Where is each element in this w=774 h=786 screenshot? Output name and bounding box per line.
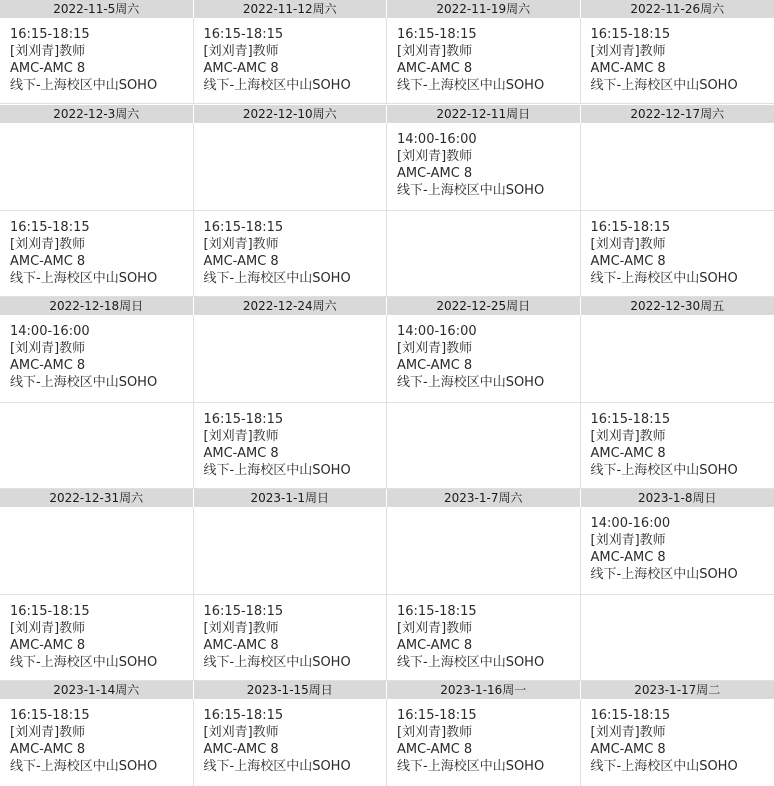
class-course: AMC-AMC 8 [397, 166, 473, 181]
class-time: 14:00-16:00 [397, 132, 477, 147]
class-teacher: [刘刈青]教师 [590, 725, 666, 740]
schedule-cell [387, 595, 581, 680]
schedule-cell-empty [581, 123, 774, 210]
date-header: 2022-12-3周六 [0, 105, 194, 123]
class-location: 线下-上海校区中山SOHO [590, 759, 738, 774]
schedule-cell [387, 18, 581, 103]
class-teacher: [刘刈青]教师 [10, 725, 86, 740]
schedule-cell-empty [387, 403, 581, 488]
schedule-cell [0, 699, 194, 786]
schedule-cell-empty [0, 123, 194, 210]
class-course: AMC-AMC 8 [397, 742, 473, 757]
schedule-cell [0, 211, 194, 296]
class-time: 16:15-18:15 [203, 27, 284, 42]
class-course: AMC-AMC 8 [203, 446, 279, 461]
date-header: 2022-12-11周日 [387, 105, 581, 123]
schedule-cell-empty [0, 507, 194, 594]
class-teacher: [刘刈青]教师 [203, 44, 279, 59]
date-header-row [0, 0, 774, 18]
class-time: 14:00-16:00 [10, 324, 90, 339]
class-teacher: [刘刈青]教师 [203, 237, 279, 252]
class-location: 线下-上海校区中山SOHO [397, 655, 545, 670]
schedule-cell [581, 403, 774, 488]
class-time: 16:15-18:15 [10, 604, 90, 619]
class-location: 线下-上海校区中山SOHO [203, 655, 351, 670]
date-header: 2022-12-18周日 [0, 297, 194, 315]
schedule-cell-empty [194, 507, 388, 594]
class-course: AMC-AMC 8 [10, 742, 86, 757]
class-course: AMC-AMC 8 [203, 254, 279, 269]
class-time: 16:15-18:15 [203, 708, 284, 723]
date-header: 2023-1-1周日 [194, 489, 388, 507]
class-teacher: [刘刈青]教师 [397, 149, 473, 164]
class-time: 16:15-18:15 [590, 708, 671, 723]
date-header: 2022-11-26周六 [630, 2, 725, 16]
class-teacher: [刘刈青]教师 [397, 44, 473, 59]
date-header: 2023-1-15周日 [194, 681, 388, 699]
class-location: 线下-上海校区中山SOHO [203, 463, 351, 478]
date-header: 2022-12-30周五 [630, 299, 725, 313]
date-header: 2022-12-25周日 [387, 297, 581, 315]
class-location: 线下-上海校区中山SOHO [590, 271, 738, 286]
slot-row [0, 315, 774, 403]
date-header: 2022-11-19周六 [387, 0, 581, 18]
slot-row [0, 123, 774, 211]
schedule-cell-empty [387, 507, 581, 594]
date-header: 2022-12-31周六 [0, 489, 194, 507]
schedule-cell [194, 403, 388, 488]
class-time: 16:15-18:15 [10, 220, 90, 235]
class-course: AMC-AMC 8 [397, 61, 473, 76]
class-teacher: [刘刈青]教师 [397, 341, 473, 356]
date-header-row [0, 297, 774, 315]
class-location: 线下-上海校区中山SOHO [10, 375, 158, 390]
class-course: AMC-AMC 8 [590, 550, 666, 565]
date-header-row [0, 489, 774, 507]
schedule-cell [581, 211, 774, 296]
date-header: 2022-12-10周六 [194, 105, 388, 123]
date-header: 2022-12-24周六 [194, 297, 388, 315]
class-time: 16:15-18:15 [590, 220, 671, 235]
date-header: 2022-11-5周六 [0, 0, 194, 18]
date-header: 2022-11-12周六 [194, 0, 388, 18]
schedule-cell [194, 211, 388, 296]
schedule-cell [387, 123, 581, 210]
class-location: 线下-上海校区中山SOHO [590, 463, 738, 478]
schedule-cell-empty [194, 123, 388, 210]
class-teacher: [刘刈青]教师 [10, 341, 86, 356]
date-header: 2023-1-7周六 [387, 489, 581, 507]
schedule-cell [581, 18, 774, 103]
class-teacher: [刘刈青]教师 [590, 44, 666, 59]
slot-row [0, 595, 774, 681]
class-course: AMC-AMC 8 [10, 61, 86, 76]
date-header-row [0, 681, 774, 699]
class-course: AMC-AMC 8 [397, 358, 473, 373]
class-course: AMC-AMC 8 [203, 742, 279, 757]
schedule-cell [0, 595, 194, 680]
schedule-cell-empty [194, 315, 388, 402]
date-header: 2023-1-17周二 [634, 683, 721, 697]
schedule-cell [194, 595, 388, 680]
class-course: AMC-AMC 8 [203, 61, 279, 76]
class-time: 16:15-18:15 [397, 708, 477, 723]
class-course: AMC-AMC 8 [10, 254, 86, 269]
class-course: AMC-AMC 8 [590, 61, 666, 76]
class-location: 线下-上海校区中山SOHO [10, 271, 158, 286]
class-teacher: [刘刈青]教师 [10, 237, 86, 252]
class-location: 线下-上海校区中山SOHO [10, 759, 158, 774]
class-time: 16:15-18:15 [590, 27, 671, 42]
class-location: 线下-上海校区中山SOHO [397, 375, 545, 390]
class-location: 线下-上海校区中山SOHO [203, 271, 351, 286]
class-location: 线下-上海校区中山SOHO [590, 78, 738, 93]
schedule-cell [387, 699, 581, 786]
class-location: 线下-上海校区中山SOHO [397, 759, 545, 774]
class-location: 线下-上海校区中山SOHO [590, 567, 738, 582]
schedule-cell [0, 315, 194, 402]
class-time: 14:00-16:00 [397, 324, 477, 339]
class-time: 16:15-18:15 [590, 412, 671, 427]
class-course: AMC-AMC 8 [10, 358, 86, 373]
schedule-cell [194, 699, 388, 786]
class-teacher: [刘刈青]教师 [590, 533, 666, 548]
schedule-cell [0, 18, 194, 103]
class-time: 16:15-18:15 [10, 27, 90, 42]
schedule-cell-empty [0, 403, 194, 488]
class-teacher: [刘刈青]教师 [203, 429, 279, 444]
class-time: 16:15-18:15 [10, 708, 90, 723]
slot-row [0, 507, 774, 595]
slot-row [0, 211, 774, 297]
class-time: 16:15-18:15 [397, 604, 477, 619]
class-location: 线下-上海校区中山SOHO [397, 183, 545, 198]
class-time: 16:15-18:15 [203, 412, 284, 427]
date-header: 2022-12-17周六 [630, 107, 725, 121]
schedule-cell [387, 315, 581, 402]
date-header-row [0, 105, 774, 123]
class-course: AMC-AMC 8 [590, 742, 666, 757]
slot-row [0, 403, 774, 489]
class-teacher: [刘刈青]教师 [590, 237, 666, 252]
class-teacher: [刘刈青]教师 [203, 725, 279, 740]
class-course: AMC-AMC 8 [590, 254, 666, 269]
date-header: 2023-1-8周日 [638, 491, 717, 505]
class-location: 线下-上海校区中山SOHO [203, 759, 351, 774]
class-course: AMC-AMC 8 [590, 446, 666, 461]
class-location: 线下-上海校区中山SOHO [10, 655, 158, 670]
schedule-cell-empty [581, 315, 774, 402]
class-teacher: [刘刈青]教师 [203, 621, 279, 636]
class-location: 线下-上海校区中山SOHO [203, 78, 351, 93]
class-time: 16:15-18:15 [203, 604, 284, 619]
schedule-cell-empty [387, 211, 581, 296]
class-location: 线下-上海校区中山SOHO [10, 78, 158, 93]
class-teacher: [刘刈青]教师 [590, 429, 666, 444]
schedule-cell [194, 18, 388, 103]
class-location: 线下-上海校区中山SOHO [397, 78, 545, 93]
class-time: 16:15-18:15 [203, 220, 284, 235]
date-header: 2023-1-16周一 [387, 681, 581, 699]
slot-row [0, 18, 774, 104]
slot-row [0, 699, 774, 786]
class-teacher: [刘刈青]教师 [10, 44, 86, 59]
class-teacher: [刘刈青]教师 [397, 725, 473, 740]
class-teacher: [刘刈青]教师 [10, 621, 86, 636]
schedule-cell [581, 507, 774, 594]
schedule-cell [581, 699, 774, 786]
class-time: 14:00-16:00 [590, 516, 671, 531]
class-time: 16:15-18:15 [397, 27, 477, 42]
class-course: AMC-AMC 8 [397, 638, 473, 653]
class-course: AMC-AMC 8 [10, 638, 86, 653]
schedule-cell-empty [581, 595, 774, 680]
class-course: AMC-AMC 8 [203, 638, 279, 653]
class-teacher: [刘刈青]教师 [397, 621, 473, 636]
date-header: 2023-1-14周六 [0, 681, 194, 699]
